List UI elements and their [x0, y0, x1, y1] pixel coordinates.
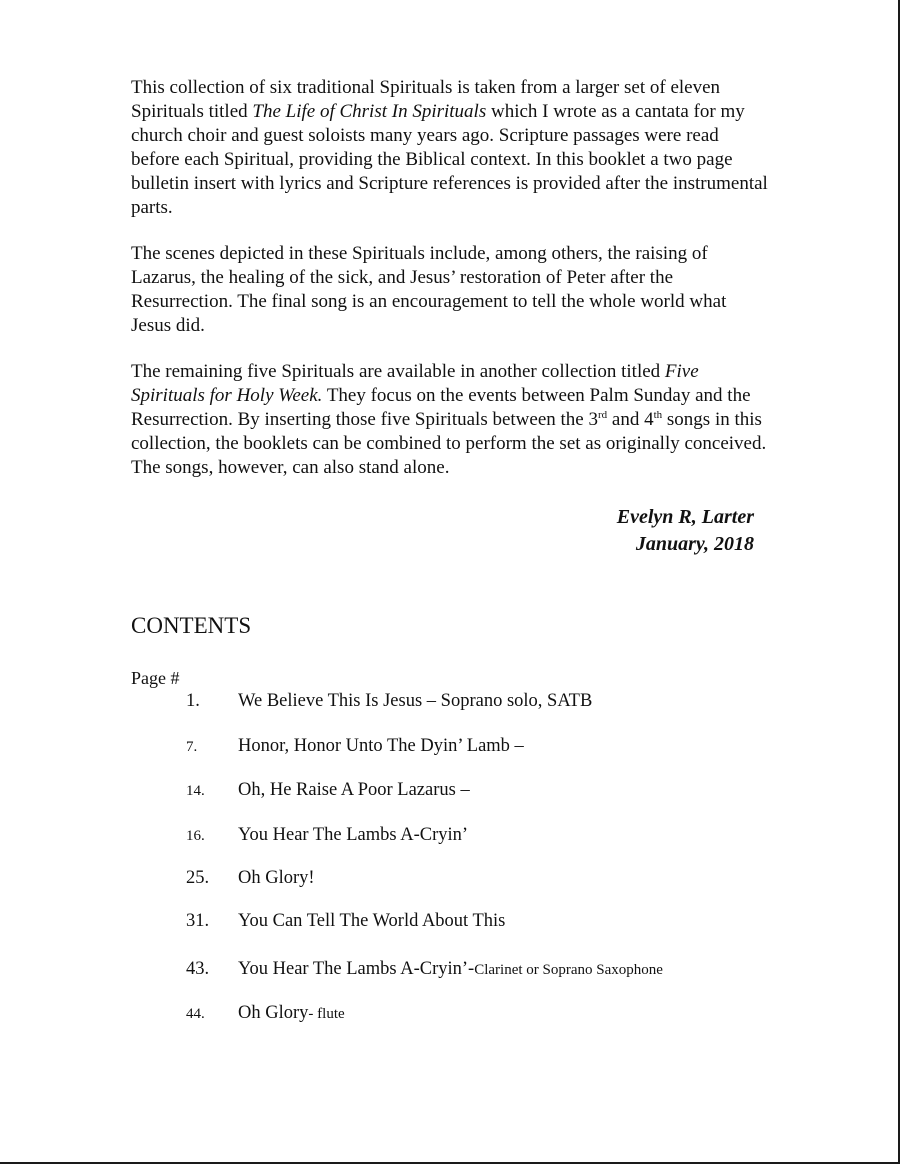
preface-p3-text-b: They focus on the events between Palm Sunday and the Resurrection. By inserting those five Spirituals between the 3 [131, 385, 751, 430]
preface-p3-text-c: and 4 [607, 409, 654, 430]
ordinal-suffix-rd: rd [597, 409, 608, 421]
author-signature [617, 504, 754, 558]
preface-p1-text-a: This collection of six traditional Spirituals is taken from a larger set of eleven Spirituals titled [131, 77, 721, 122]
toc-page-number: 7. [186, 739, 198, 755]
toc-page-number: 44. [186, 1006, 205, 1022]
preface-p1-text-b: which I wrote as a cantata for my church choir and guest soloists many years ago. Scripture passages were read before each Spiritual, providing the Biblical context. In this booklet a two page bulletin insert with lyrics and Scripture references is provided after the instrumental parts. [131, 101, 768, 218]
toc-title: You Hear The Lambs A-Cryin’ [238, 825, 469, 845]
toc-page-number: 43. [186, 959, 210, 979]
preface-paragraph-3 [131, 360, 771, 480]
author-name: Evelyn R, Larter [616, 506, 754, 528]
toc-item [186, 734, 524, 758]
preface-paragraph-1 [131, 76, 771, 220]
toc-page-number: 31. [186, 911, 210, 931]
toc-page-number: 25. [186, 868, 210, 888]
toc-item [186, 866, 315, 890]
toc-item [186, 957, 663, 981]
ordinal-suffix-th: th [653, 409, 663, 421]
preface-paragraph-2: The scenes depicted in these Spirituals include, among others, the raising of Lazarus, the healing of the sick, and Jesus’ restoration of Peter after the Resurrection. The final song is an encouragement to tell the whole world what Jesus did. [131, 243, 727, 336]
toc-page-number: 1. [186, 691, 200, 711]
toc-item [186, 689, 592, 713]
preface-p3-text-a: The remaining five Spirituals are available in another collection titled [131, 361, 665, 382]
toc-title: We Believe This Is Jesus – Soprano solo, SATB [238, 691, 593, 711]
toc-instrument-note: Clarinet or Soprano Saxophone [474, 962, 663, 978]
preface-p3-text-d: songs in this collection, the booklets can be combined to perform the set as originally conceived. The songs, however, can also stand alone. [131, 409, 767, 478]
toc-item [186, 823, 468, 847]
collection-title-holy-week: Five Spirituals for Holy Week. [131, 361, 699, 406]
preface [131, 76, 771, 502]
page-number-column-label: Page # [131, 668, 180, 688]
toc-title: Oh Glory [238, 1003, 309, 1023]
toc-item [186, 778, 470, 802]
signature-date: January, 2018 [635, 533, 754, 555]
toc-item [186, 1001, 345, 1025]
toc-title: Honor, Honor Unto The Dyin’ Lamb – [238, 736, 524, 756]
collection-title-life-of-christ: The Life of Christ In Spirituals [252, 101, 487, 122]
contents-heading: CONTENTS [131, 613, 252, 638]
toc-title: Oh Glory! [238, 868, 315, 888]
toc-item [186, 909, 505, 933]
toc-title: Oh, He Raise A Poor Lazarus – [238, 780, 470, 800]
toc-page-number: 14. [186, 783, 205, 799]
toc-page-number: 16. [186, 828, 205, 844]
toc-instrument-note: - flute [308, 1006, 345, 1022]
toc-title: You Hear The Lambs A-Cryin’- [238, 959, 475, 979]
toc-title: You Can Tell The World About This [238, 911, 506, 931]
